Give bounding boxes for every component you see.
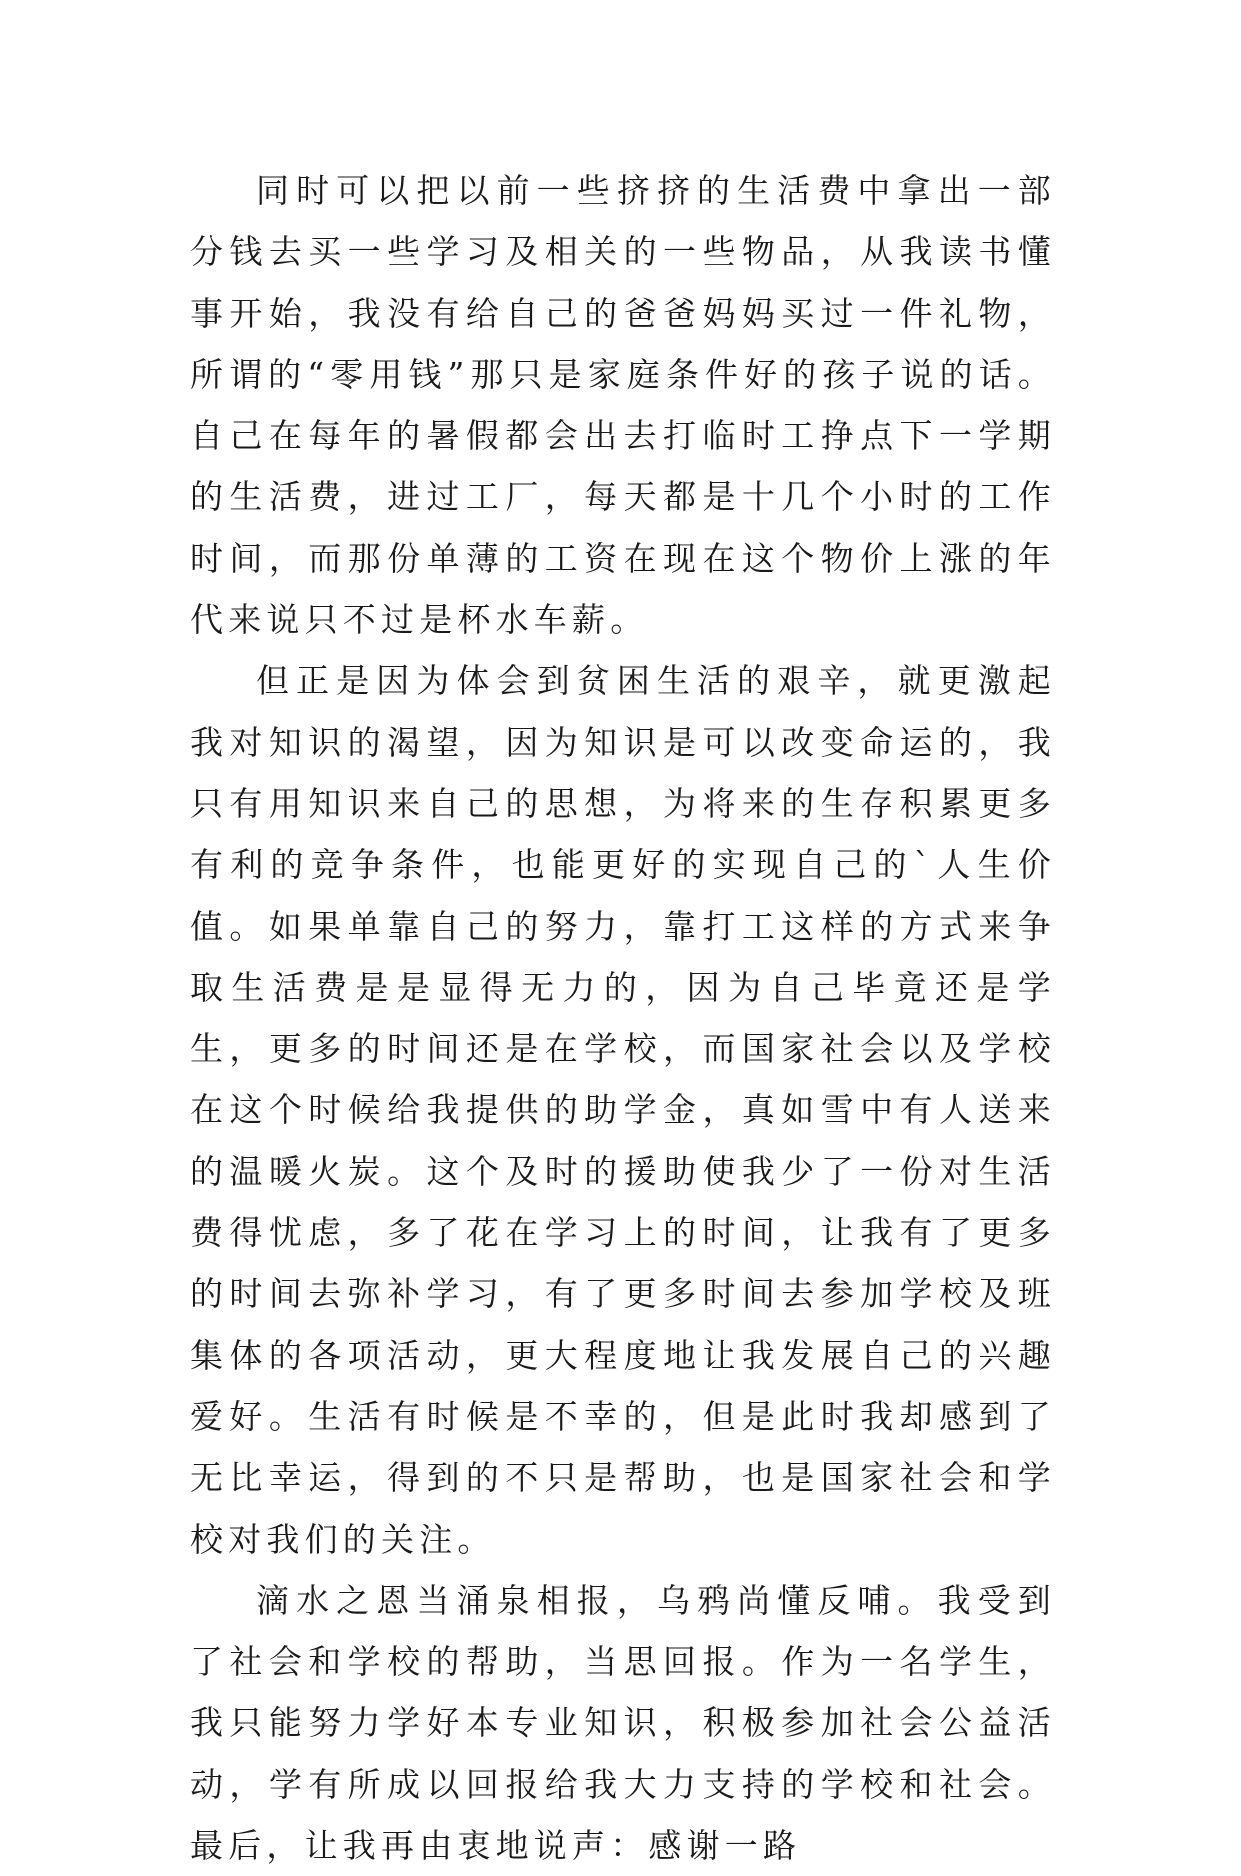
document-body [190, 160, 1056, 1876]
paragraph-3: 滴水之恩当涌泉相报，乌鸦尚懂反哺。我受到了社会和学校的帮助，当思回报。作为一名学生，我只能努力学好本专业知识，积极参加社会公益活动，学有所成以回报给我大力支持的学校和社会。最后，让我再由衷地说声：感谢一路 [190, 1580, 1056, 1866]
paragraph-2: 但正是因为体会到贫困生活的艰辛，就更激起我对知识的渴望，因为知识是可以改变命运的，我只有用知识来自己的思想，为将来的生存积累更多有利的竞争条件，也能更好的实现自己的`人生价值。如果单靠自己的努力，靠打工这样的方式来争取生活费是是显得无力的，因为自己毕竟还是学生，更多的时间还是在学校，而国家社会以及学校在这个时候给我提供的助学金，真如雪中有人送来的温暖火炭。这个及时的援助使我少了一份对生活费得忧虑，多了花在学习上的时间，让我有了更多的时间去弥补学习，有了更多时间去参加学校及班集体的各项活动，更大程度地让我发展自己的兴趣爱好。生活有时候是不幸的，但是此时我却感到了无比幸运，得到的不只是帮助，也是国家社会和学校对我们的关注。 [190, 661, 1056, 1559]
paragraph-1: 同时可以把以前一些挤挤的生活费中拿出一部分钱去买一些学习及相关的一些物品，从我读书懂事开始，我没有给自己的爸爸妈妈买过一件礼物，所谓的“零用钱”那只是家庭条件好的孩子说的话。自己在每年的暑假都会出去打临时工挣点下一学期的生活费，进过工厂，每天都是十几个小时的工作时间，而那份单薄的工资在现在这个物价上涨的年代来说只不过是杯水车薪。 [190, 171, 1056, 640]
